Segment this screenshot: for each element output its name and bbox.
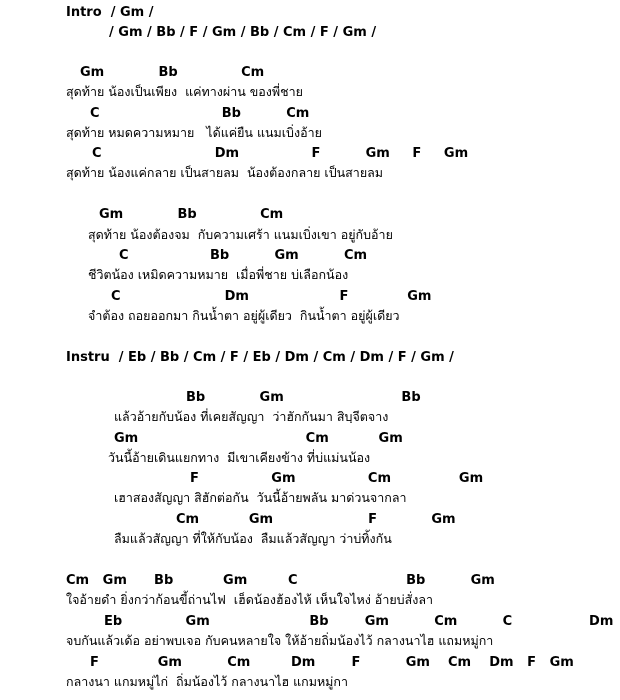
- chorus-chords-3: F Gm Cm Gm: [190, 471, 484, 486]
- verse2-chords-2: C Bb Gm Cm: [119, 248, 368, 263]
- verse1-lyrics-3: สุดท้าย น้องแค่กลาย เป็นสายลม น้องต้องกลาย เป็นสายลม: [66, 165, 384, 180]
- chorus-chords-2: Gm Cm Gm: [114, 431, 403, 446]
- intro-line: Intro / Gm /: [66, 5, 154, 20]
- chorus-lyrics-1: แล้วอ้ายกับน้อง ที่เคยสัญญา ว่าฮักกันมา สิบฺจีตจาง: [114, 409, 389, 424]
- outro-lyrics-3: กลางนา แกมหมู่ไก่ ถิ่มน้องไว้ กลางนาไฮ แกมหมู่กา: [66, 674, 349, 689]
- chorus-lyrics-2: วันนี้อ้ายเดินแยกทาง มีเขาเคียงข้าง ที่บ่แม่นน้อง: [108, 450, 371, 465]
- verse1-lyrics-1: สุดท้าย น้องเป็นเพียง แค่ทางผ่าน ของพี่ชาย: [66, 84, 303, 99]
- verse1-lyrics-2: สุดท้าย หมดความหมาย ได้แค่ยืน แนมเบิ่งอ้าย: [66, 125, 322, 140]
- outro-chords-2: Eb Gm Bb Gm Cm C Dm: [104, 614, 614, 629]
- verse1-chords-2: C Bb Cm: [90, 106, 310, 121]
- outro-chords-1: Cm Gm Bb Gm C Bb Gm: [66, 573, 495, 588]
- chorus-lyrics-3: เฮาสองสัญญา สิฮักต่อกัน วันนี้อ้ายพลัน มาด่วนจากลา: [114, 490, 407, 505]
- verse1-chords-3: C Dm F Gm F Gm: [92, 146, 469, 161]
- chorus-chords-1: Bb Gm Bb: [186, 390, 421, 405]
- outro-lyrics-2: จบกันแล้วเด้อ อย่าพบเจอ กับคนหลายใจ ให้อ้ายถิ่มน้องไว้ กลางนาไฮ แถมหมู่กา: [66, 633, 494, 648]
- verse2-lyrics-1: สุดท้าย น้องต้องจม กับความเศร้า แนมเบิ่งเขา อยู่กับอ้าย: [88, 227, 393, 242]
- verse2-lyrics-2: ชีวิตน้อง เหมิดความหมาย เมื่อพี่ชาย บ่เลือกน้อง: [88, 267, 349, 282]
- chorus-chords-4: Cm Gm F Gm: [176, 512, 456, 527]
- intro-progression: / Gm / Bb / F / Gm / Bb / Cm / F / Gm /: [109, 25, 377, 40]
- verse2-chords-1: Gm Bb Cm: [99, 207, 284, 222]
- outro-chords-3: F Gm Cm Dm F Gm Cm Dm F Gm: [90, 655, 574, 670]
- verse2-chords-3: C Dm F Gm: [111, 289, 432, 304]
- instrumental-line: Instru / Eb / Bb / Cm / F / Eb / Dm / Cm / Dm / F / Gm /: [66, 350, 454, 365]
- verse2-lyrics-3: จำต้อง ถอยออกมา กินน้ำตา อยู่ผู้เดียว กินน้ำตา อยู่ผู้เดียว: [88, 308, 400, 323]
- outro-lyrics-1: ใจอ้ายดำ ยิ่งกว่าก้อนขี้ถ่านไฟ เฮ็ดน้องฮ้องไห้ เห็นใจไหง่ อ้ายบ่สั่งลา: [66, 592, 434, 607]
- chorus-lyrics-4: ลืมแล้วสัญญา ที่ให้กับน้อง ลืมแล้วสัญญา ว่าบ่ทิ้งกัน: [114, 531, 392, 546]
- verse1-chords-1: Gm Bb Cm: [80, 65, 265, 80]
